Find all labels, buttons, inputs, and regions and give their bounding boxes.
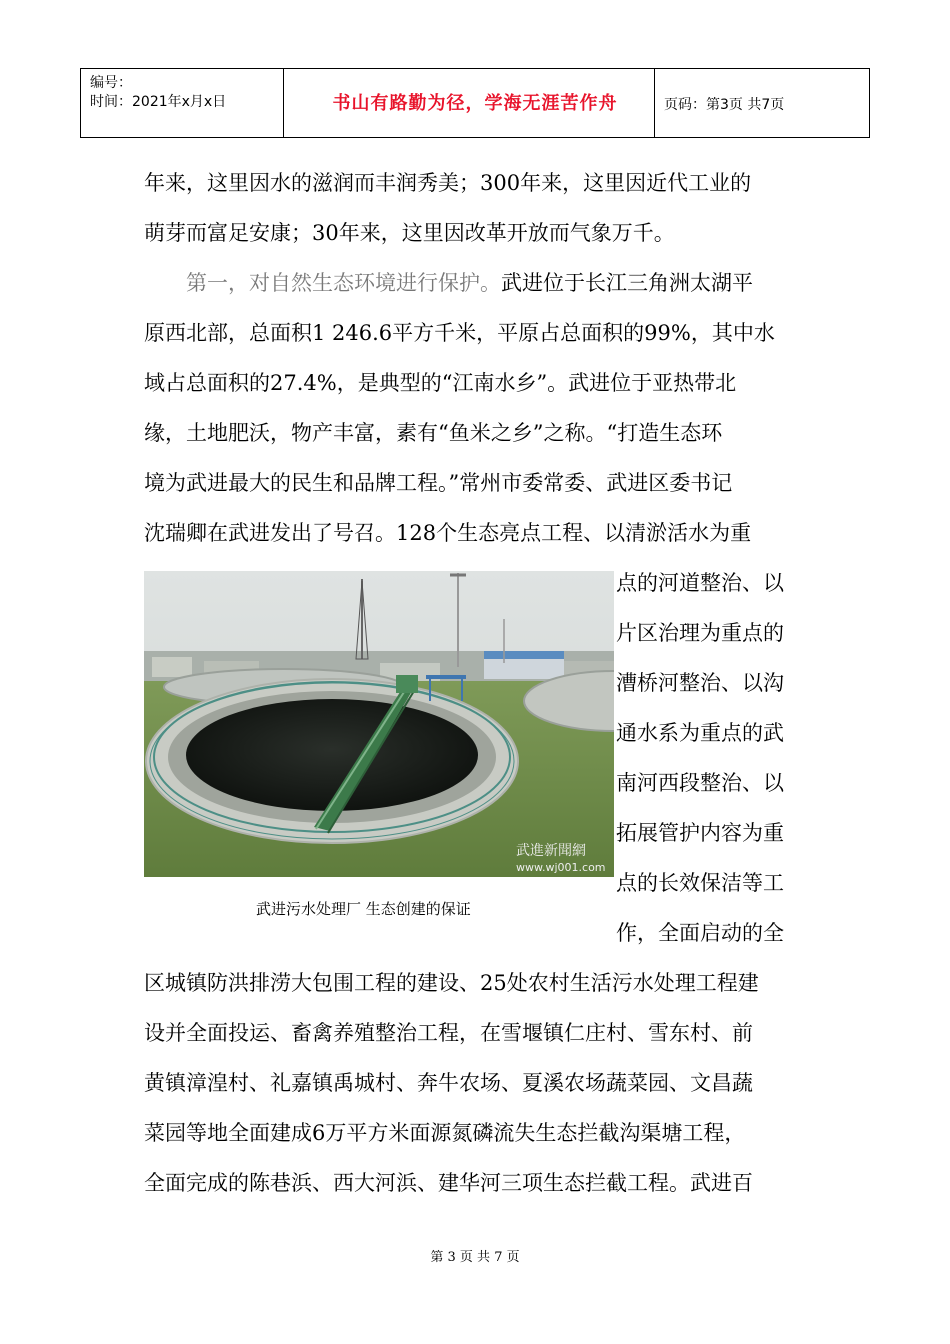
header-meta [90, 74, 226, 112]
header-motto: 书山有路勤为径，学海无涯苦作舟 [332, 93, 618, 114]
side-line-2: 片区治理为重点的 [616, 621, 784, 645]
para2-first-line [186, 268, 753, 298]
figure-caption: 武进污水处理厂 生态创建的保证 [256, 900, 471, 918]
header-divider-right [869, 69, 870, 137]
header-divider-2 [654, 69, 655, 137]
wastewater-plant-photo [144, 571, 614, 877]
body-line-5: 缘，土地肥沃，物产丰富，素有“鱼米之乡”之称。“打造生态环 [144, 421, 723, 445]
side-line-4: 通水系为重点的武 [616, 721, 784, 745]
body-line-2: 萌芽而富足安康；30年来，这里因改革开放而气象万千。 [144, 221, 675, 245]
tail-line-1: 区城镇防洪排涝大包围工程的建设、25处农村生活污水处理工程建 [144, 971, 759, 995]
page-footer: 第 3 页 共 7 页 [430, 1250, 520, 1265]
tail-line-5: 全面完成的陈巷浜、西大河浜、建华河三项生态拦截工程。武进百 [144, 1171, 753, 1195]
body-line-4: 域占总面积的27.4%，是典型的“江南水乡”。武进位于亚热带北 [144, 371, 737, 395]
body-line-6: 境为武进最大的民生和品牌工程。”常州市委常委、武进区委书记 [144, 471, 733, 495]
header-divider-left [80, 69, 81, 137]
para2-lead: 第一，对自然生态环境进行保护。 [186, 271, 501, 295]
page-header [80, 68, 870, 138]
watermark-name: 武進新聞網 [516, 843, 586, 859]
side-line-5: 南河西段整治、以 [616, 771, 784, 795]
serial-label: 编号： [90, 75, 132, 91]
side-line-1: 点的河道整治、以 [616, 571, 784, 595]
watermark-url: www.wj001.com [516, 861, 606, 874]
body-line-7: 沈瑞卿在武进发出了号召。128个生态亮点工程、以清淤活水为重 [144, 521, 752, 545]
side-line-7: 点的长效保洁等工 [616, 871, 784, 895]
time-label: 时间：2021年x月x日 [90, 94, 227, 110]
body-line-3: 原西北部，总面积1 246.6平方千米，平原占总面积的99%，其中水 [144, 321, 775, 345]
side-line-3: 漕桥河整治、以沟 [616, 671, 784, 695]
body-line-1: 年来，这里因水的滋润而丰润秀美；300年来，这里因近代工业的 [144, 171, 752, 195]
para2-rest: 武进位于长江三角洲太湖平 [501, 271, 753, 295]
tail-line-3: 黄镇漳湟村、礼嘉镇禹城村、奔牛农场、夏溪农场蔬菜园、文昌蔬 [144, 1071, 753, 1095]
side-line-6: 拓展管护内容为重 [616, 821, 784, 845]
header-page-info: 页码：第3页 共7页 [664, 97, 785, 113]
side-line-8: 作，全面启动的全 [616, 921, 784, 945]
tail-line-4: 菜园等地全面建成6万平方米面源氮磷流失生态拦截沟渠塘工程， [144, 1121, 746, 1145]
tail-line-2: 设并全面投运、畜禽养殖整治工程，在雪堰镇仁庄村、雪东村、前 [144, 1021, 753, 1045]
header-divider-1 [283, 69, 284, 137]
